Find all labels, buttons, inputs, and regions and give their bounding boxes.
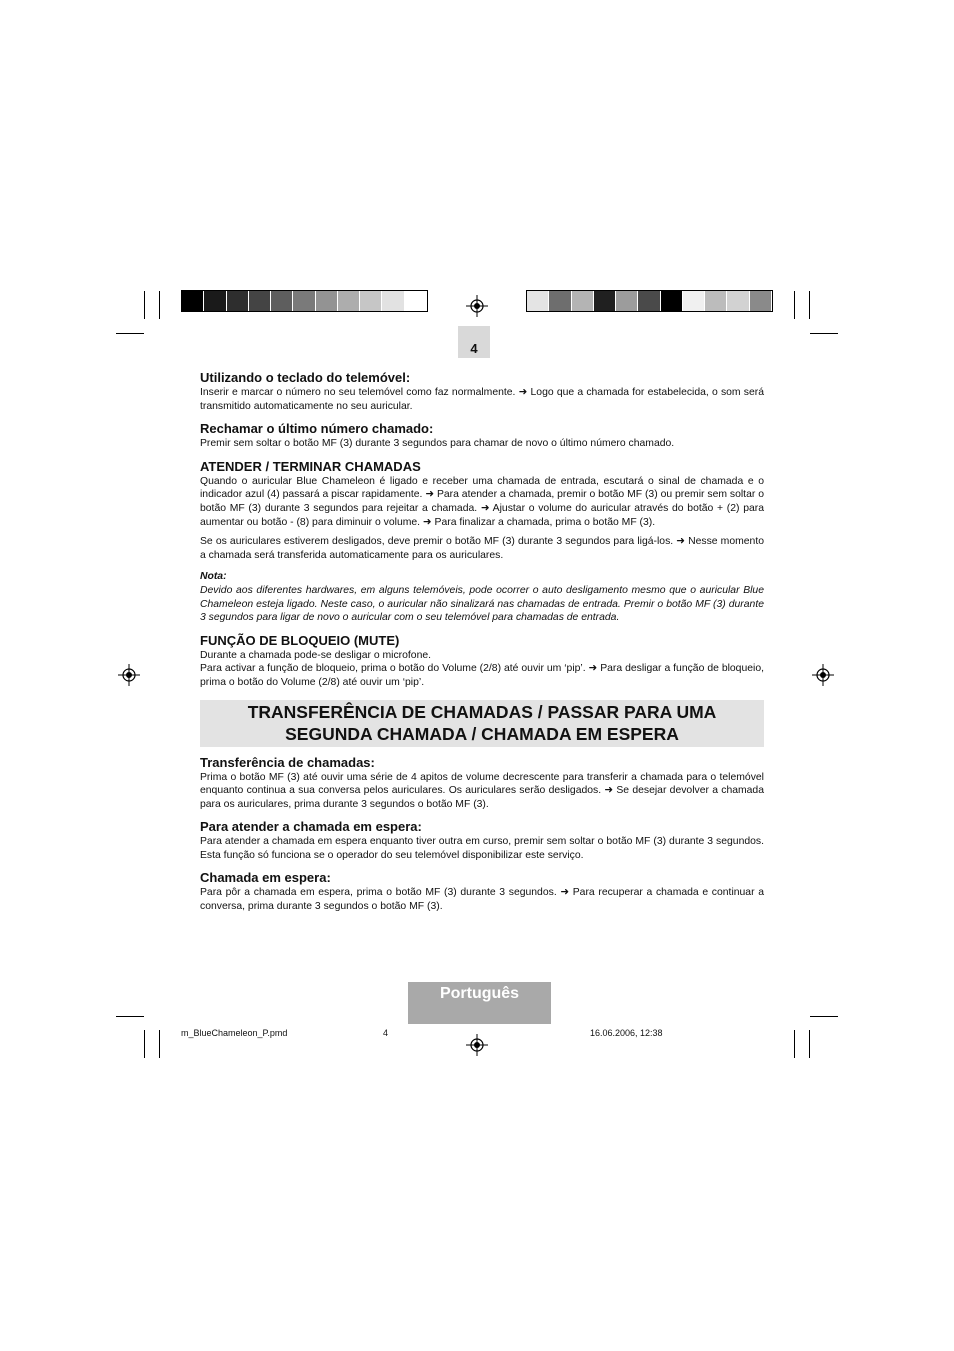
banner-line-1: TRANSFERÊNCIA DE CHAMADAS / PASSAR PARA UMA	[247, 701, 717, 722]
crop-mark	[144, 291, 145, 319]
crop-mark	[159, 291, 160, 319]
color-swatch	[594, 291, 616, 311]
color-calibration-bar-right	[526, 290, 773, 312]
color-swatch	[705, 291, 727, 311]
section-banner	[200, 700, 764, 747]
section-title-mute: FUNÇÃO DE BLOQUEIO (MUTE)	[200, 632, 400, 648]
color-swatch	[316, 291, 338, 311]
footer-page: 4	[383, 1028, 389, 1038]
section-text-mute-1: Durante a chamada pode-se desligar o microfone.	[200, 649, 432, 661]
section-title-answer: ATENDER / TERMINAR CHAMADAS	[200, 458, 421, 474]
color-swatch	[661, 291, 683, 311]
crop-mark	[794, 1030, 795, 1058]
crop-mark	[810, 333, 838, 334]
color-swatch	[683, 291, 705, 311]
crop-mark	[159, 1030, 160, 1058]
crop-mark	[116, 333, 144, 334]
color-swatch	[527, 291, 549, 311]
section-text-answer-2: Se os auriculares estiverem desligados, deve premir o botão MF (3) durante 3 segundos para ligá-los. ➜ Nesse momento a chamada será transferida automaticamente para os auriculares.	[200, 536, 764, 561]
color-swatch	[293, 291, 315, 311]
section-text-transfer: Prima o botão MF (3) até ouvir uma série de 4 apitos de volume decrescente para transferir a chamada para o telemóvel enquanto continua a sua conversa pelos auriculares. Os auriculares serão desligados. ➜ Se desejar devolver a chamada para os auriculares, prima durante 3 segundos o botão MF (3).	[200, 771, 764, 810]
color-swatch	[182, 291, 204, 311]
color-calibration-bar-left	[181, 290, 428, 312]
note-label: Nota:	[200, 571, 227, 583]
page-number: 4	[458, 326, 490, 358]
section-text-waiting: Para atender a chamada em espera enquanto tiver outra em curso, premir sem soltar o botão MF (3) durante 3 segundos. Esta função só funciona se o operador do seu telemóvel disponibilizar este serviço.	[200, 836, 764, 861]
section-title-hold: Chamada em espera:	[200, 870, 331, 886]
crop-mark	[809, 1030, 810, 1058]
color-swatch	[338, 291, 360, 311]
registration-mark-icon	[118, 664, 140, 686]
color-swatch	[750, 291, 772, 311]
color-swatch	[572, 291, 594, 311]
footer-filename: m_BlueChameleon_P.pmd	[181, 1028, 288, 1038]
section-text-redial: Premir sem soltar o botão MF (3) durante 3 segundos para chamar de novo o último número chamado.	[200, 438, 675, 450]
color-swatch	[616, 291, 638, 311]
color-swatch	[382, 291, 404, 311]
document-body	[200, 370, 764, 914]
registration-mark-icon	[812, 664, 834, 686]
registration-mark-icon	[466, 295, 488, 317]
footer-date: 16.06.2006, 12:38	[590, 1028, 663, 1038]
color-swatch	[360, 291, 382, 311]
section-text-keypad: Inserir e marcar o número no seu telemóvel como faz normalmente. ➜ Logo que a chamada for estabelecida, o som será transmitido automaticamente no seu auricular.	[200, 387, 764, 412]
color-swatch	[204, 291, 226, 311]
color-swatch	[549, 291, 571, 311]
crop-mark	[809, 291, 810, 319]
section-title-keypad: Utilizando o teclado do telemóvel:	[200, 370, 411, 385]
section-title-waiting: Para atender a chamada em espera:	[200, 819, 422, 835]
crop-mark	[144, 1030, 145, 1058]
color-swatch	[727, 291, 749, 311]
crop-mark	[116, 1016, 144, 1017]
section-title-redial: Rechamar o último número chamado:	[200, 421, 434, 437]
registration-mark-icon	[466, 1034, 488, 1056]
color-swatch	[638, 291, 660, 311]
language-tab: Português	[408, 982, 551, 1024]
section-text-hold: Para pôr a chamada em espera, prima o botão MF (3) durante 3 segundos. ➜ Para recuperar a chamada e continuar a conversa, prima durante 3 segundos o botão MF (3).	[200, 887, 764, 913]
banner-line-2: SEGUNDA CHAMADA / CHAMADA EM ESPERA	[285, 723, 679, 744]
color-swatch	[227, 291, 249, 311]
section-title-transfer: Transferência de chamadas:	[200, 754, 375, 770]
color-swatch	[249, 291, 271, 311]
section-text-mute-2: Para activar a função de bloqueio, prima o botão do Volume (2/8) até ouvir um ‘pip’. ➜ Para desligar a função de bloqueio, prima o botão do Volume (2/8) até ouvir um ‘pip’.	[200, 663, 764, 688]
section-text-answer-1: Quando o auricular Blue Chameleon é ligado e receber uma chamada de entrada, escutará o sinal de chamada e o indicador azul (4) passará a piscar rapidamente. ➜ Para atender a chamada, premir o botão MF (3) ou premir sem soltar o botão MF (3) durante 3 segundos para rejeitar a chamada. ➜ Ajustar o volume do auricular através do botão + (2) para aumentar ou botão - (8) para diminuir o volume. ➜ Para finalizar a chamada, prima o botão MF (3).	[200, 475, 764, 528]
crop-mark	[810, 1016, 838, 1017]
crop-mark	[794, 291, 795, 319]
color-swatch	[405, 291, 427, 311]
note-text: Devido aos diferentes hardwares, em alguns telemóveis, pode ocorrer o auto desligamento mesmo que o auricular Blue Chameleon esteja ligado. Neste caso, o auricular não sinalizará nas chamadas de entrada. Premir o botão MF (3) durante 3 segundos para ligar de novo o auricular com o seu telemóvel para chamadas de entrada.	[200, 584, 764, 624]
color-swatch	[271, 291, 293, 311]
